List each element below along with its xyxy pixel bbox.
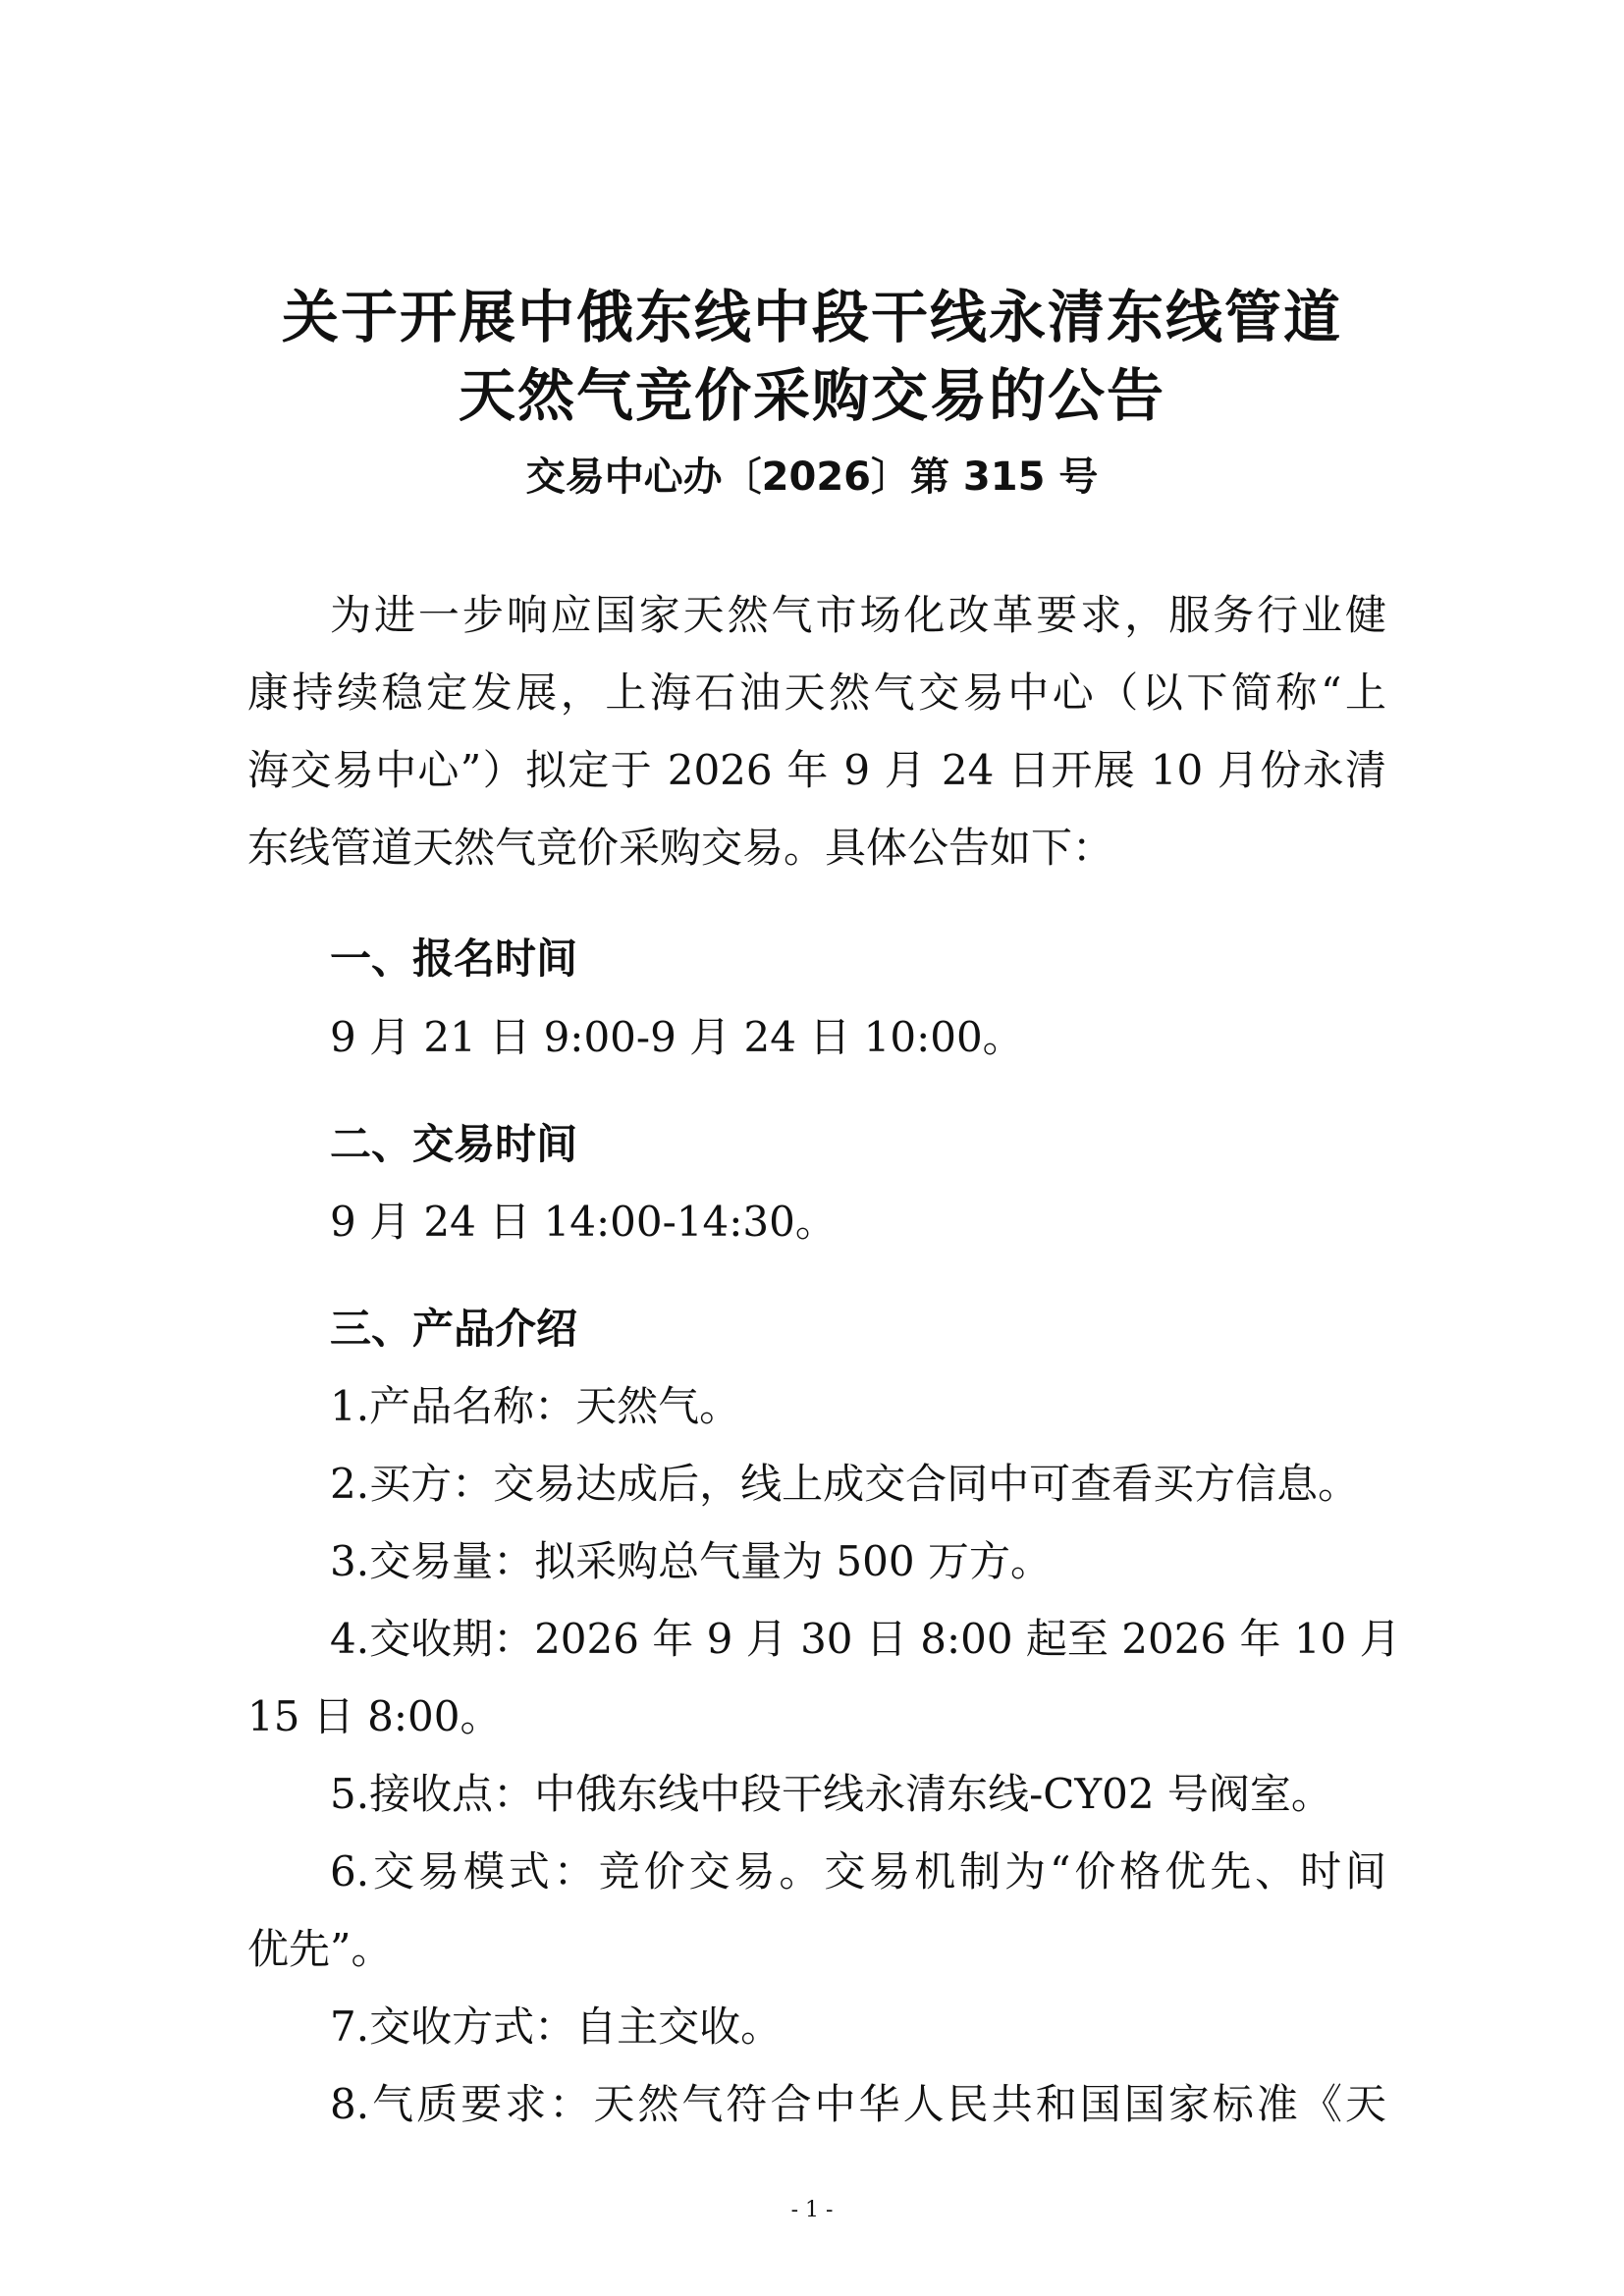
title-line-1: 关于开展中俄东线中段干线永清东线管道 (281, 284, 1342, 350)
intro-line-4: 东线管道天然气竞价采购交易。具体公告如下： (247, 824, 1114, 872)
product-item: 1.产品名称：天然气。 (330, 1382, 741, 1430)
product-item: 2.买方：交易达成后，线上成交合同中可查看买方信息。 (330, 1460, 1360, 1508)
product-item: 5.接收点：中俄东线中段干线永清东线-CY02 号阀室。 (330, 1770, 1332, 1818)
product-item-continuation: 15 日 8:00。 (247, 1692, 502, 1740)
product-item: 6.交易模式：竞价交易。交易机制为“价格优先、时间 (330, 1847, 1386, 1896)
product-item: 3.交易量：拟采购总气量为 500 万方。 (330, 1537, 1052, 1585)
trading-time-text: 9 月 24 日 14:00-14:30。 (330, 1198, 837, 1246)
product-item: 7.交收方式：自主交收。 (330, 2002, 783, 2051)
product-item: 8.气质要求：天然气符合中华人民共和国国家标准《天 (330, 2080, 1386, 2128)
section-heading-trading-time: 二、交易时间 (330, 1120, 578, 1168)
page-number: - 1 - (790, 2198, 834, 2222)
section-heading-registration-time: 一、报名时间 (330, 934, 578, 983)
product-item-continuation: 优先”。 (247, 1925, 393, 1973)
intro-line-3: 海交易中心”）拟定于 2026 年 9 月 24 日开展 10 月份永清 (247, 746, 1386, 794)
intro-line-1: 为进一步响应国家天然气市场化改革要求，服务行业健 (330, 591, 1386, 639)
title-line-2: 天然气竞价采购交易的公告 (458, 362, 1165, 429)
intro-line-2: 康持续稳定发展，上海石油天然气交易中心（以下简称“上 (247, 668, 1386, 717)
registration-time-text: 9 月 21 日 9:00-9 月 24 日 10:00。 (330, 1013, 1024, 1061)
product-item: 4.交收期：2026 年 9 月 30 日 8:00 起至 2026 年 10 月 (330, 1615, 1401, 1663)
section-heading-product-intro: 三、产品介绍 (330, 1305, 578, 1353)
document-number: 交易中心办〔2026〕第 315 号 (525, 454, 1099, 500)
